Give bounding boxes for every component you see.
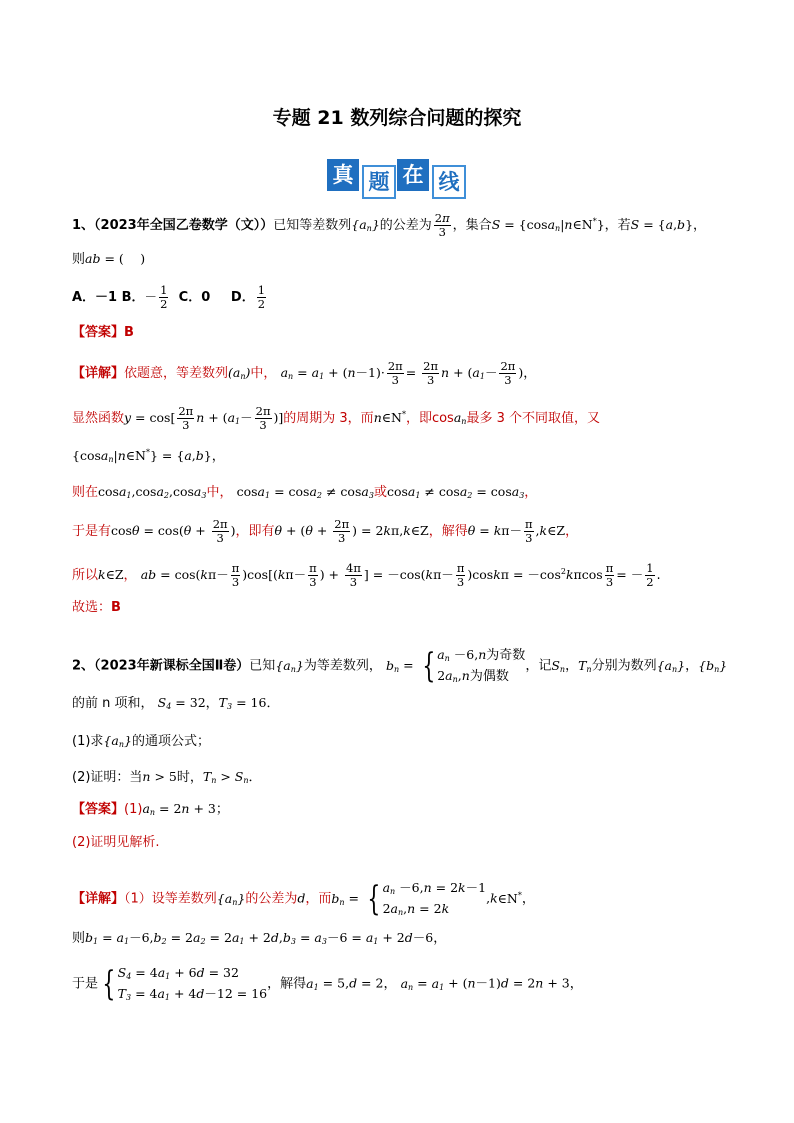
q1-detail-3: {cosa$_n$|n∈N*} = {a,b}， (72, 448, 225, 464)
q2-detail-1: 【详解】（1）设等差数列$\{a_n\}$的公差为d，而$b_n$ = { $a_n -6,n = 2k-1$ $2a_n,n = 2k$ ,k∈N*， (72, 879, 535, 919)
section-banner (327, 157, 467, 197)
q1-detail-6: 所以k∈Z， ab = cos(kπ－ $\frac{\pi}{3}$ )cos[(kπ－ $\frac{\pi}{3}$ ) + $\frac{4\pi}{3}$ ] = －cos(kπ－ $\frac{\pi}{3}$ )$\cos k\pi = -\cos^2k\pi\cos$ $\frac{\pi}{3}$ = － $\frac{1}{2}$ . (72, 561, 661, 589)
q1-stem: 1、（2023年全国乙卷数学（文））已知等差数列$\{a_n\}$的公差为 $\frac{2\pi}{3}$ ，集合S = {cosa$_n$|n∈N*}，若S = {a,b}， (72, 211, 707, 239)
q1-answer: 【答案】B (72, 325, 134, 340)
q2-detail-3: 于是 { $S_4 = 4a_1 + 6d = 32$ $T_3 = 4a_1 + 4d-12 = 16$ ，解得$a_1 = 5,d = 2$， $a_n = a_1 + (n-1)d = 2n + 3$， (72, 964, 583, 1004)
banner-char-2: 题 (362, 165, 396, 199)
banner-char-4: 线 (432, 165, 466, 199)
banner-char-3: 在 (397, 159, 429, 191)
q2-line2: 的前 n 项和， $S_4 = 32$，$T_3 = 16$． (72, 695, 280, 711)
q1-detail-2: 显然函数y = cos[ $\frac{2\pi}{3}$ $n + (a_1-$ $\frac{2\pi}{3}$ )]的周期为 3，而n∈N*，即cosa$_n$最多 3 个不同取值，又 (72, 404, 600, 432)
page-title: 专题 21 数列综合问题的探究 (272, 107, 522, 129)
q2-detail-2: 则$b_1 = a_1-6,b_2 = 2a_2 = 2a_1 + 2d,b_3 = a_3-6 = a_1 + 2d-6$， (72, 930, 447, 946)
q2-answer-2: (2)证明见解析. (72, 835, 160, 850)
q1-choice: 故选：B (72, 600, 121, 615)
q1-detail-5: 于是有cosθ = cos(θ + $\frac{2\pi}{3}$ )，即有θ + (θ + $\frac{2\pi}{3}$ ) = 2kπ,k∈Z，解得θ = kπ－ $\frac{\pi}{3}$ ,k∈Z， (72, 517, 579, 545)
q2-part2: (2)证明：当n > 5时，$T_n > S_n$． (72, 769, 262, 785)
q2-stem: 2、（2023年新课标全国Ⅱ卷）已知$\{a_n\}$为等差数列， $b_n$ = { $a_n -6,n$为奇数 $2a_n,n$为偶数 ，记$S_n$，$T_n$分别为数列$\{a_n\}$，$\{b_n\}$ (72, 646, 728, 686)
q1-options: A．－1 B．－ $\frac{1}{2}$ C．0 D． $\frac{1}{2}$ (72, 283, 266, 311)
banner-char-1: 真 (327, 159, 359, 191)
q1-detail-1: 【详解】依题意，等差数列$(a_n)$中， $a_n = a_1 + (n-1)\cdot$ $\frac{2\pi}{3}$ = $\frac{2\pi}{3}$ $n + (a_1-$ $\frac{2\pi}{3}$ )， (72, 359, 537, 387)
q1-detail-4: 则在cosa$_1$,cosa$_2$,cosa$_3$中， cosa$_1$ = cosa$_2$ ≠ cosa$_3$或cosa$_1$ ≠ cosa$_2$ = cosa$_3$， (72, 484, 538, 500)
q2-answer-1: 【答案】$(1)a_n = 2n + 3$； (72, 801, 229, 817)
q2-part1: (1)求$\{a_n\}$的通项公式； (72, 733, 210, 749)
q1-line2: 则ab = ( ) (72, 251, 146, 267)
